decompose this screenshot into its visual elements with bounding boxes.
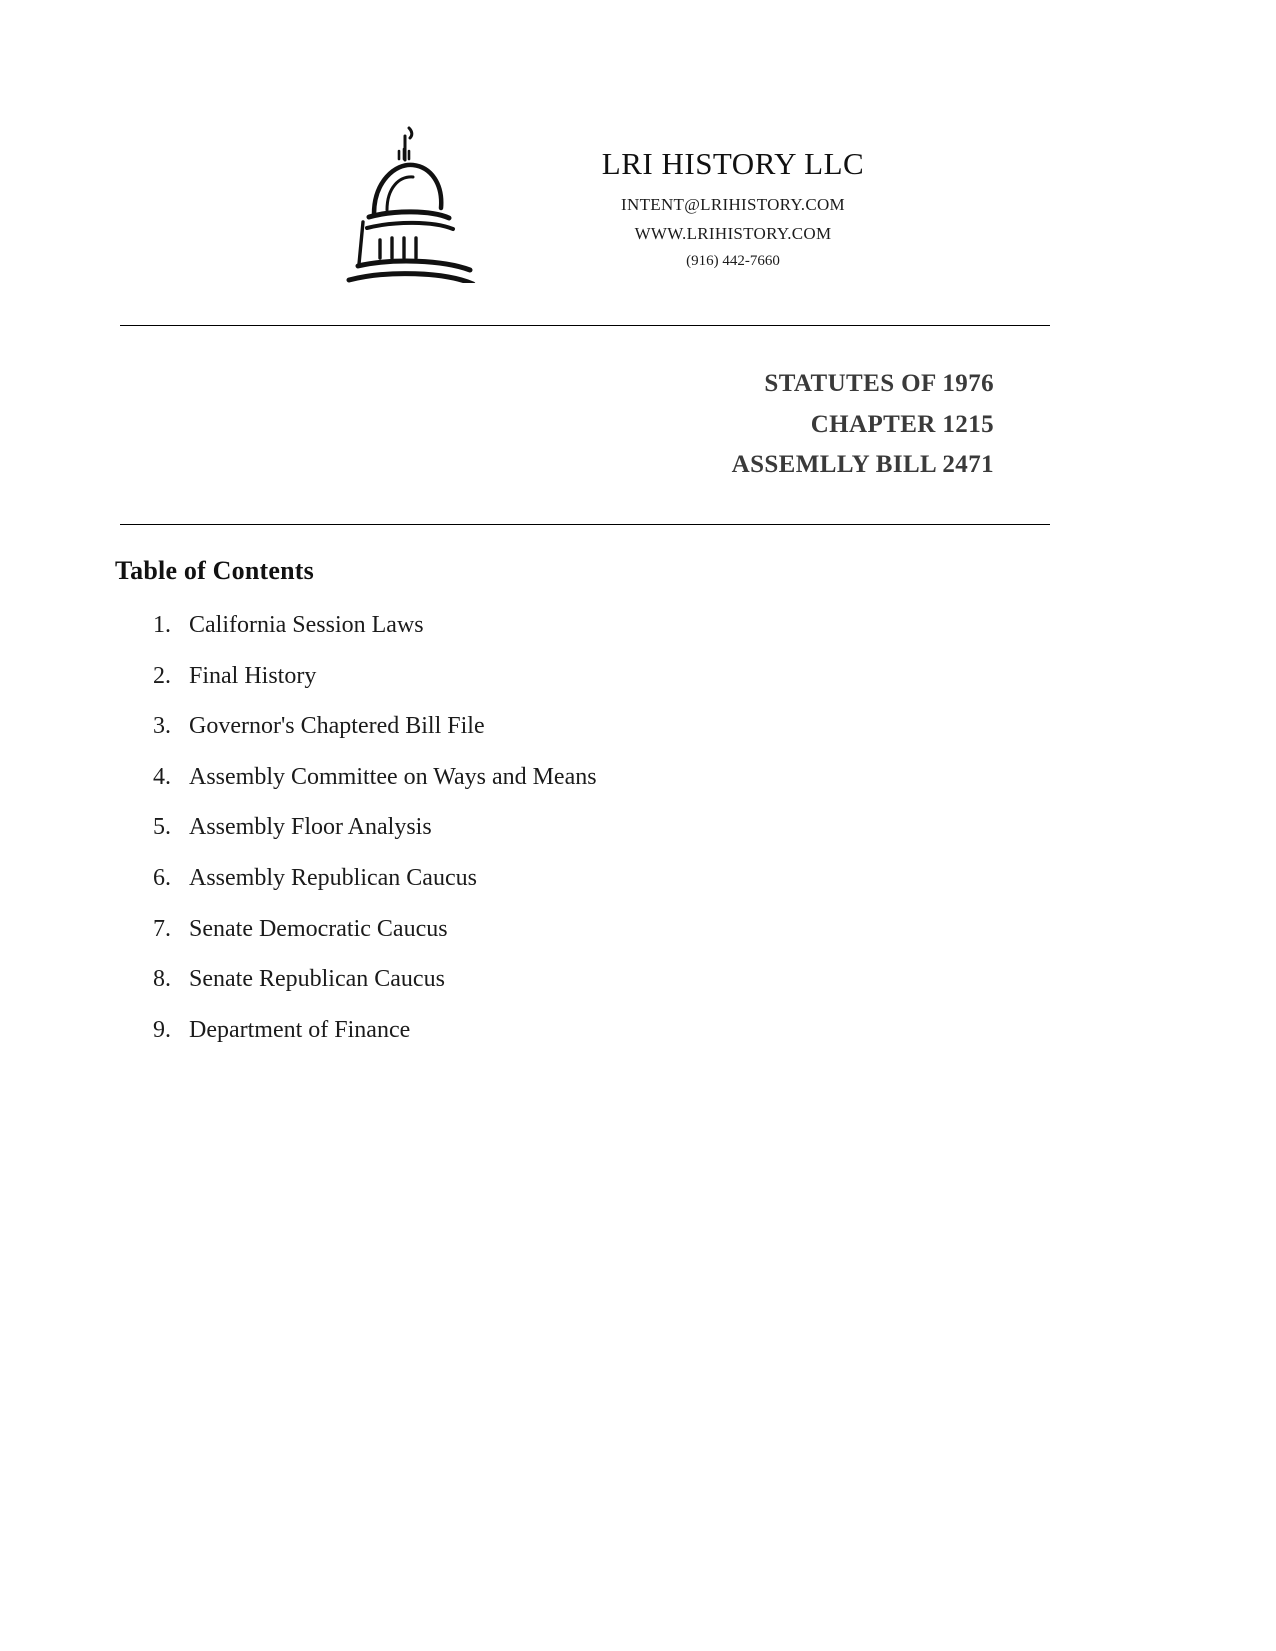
title-block bbox=[120, 364, 994, 486]
statutes-line: STATUTES OF 1976 bbox=[764, 370, 994, 397]
toc-item[interactable]: 3. Governor's Chaptered Bill File bbox=[177, 713, 977, 741]
toc-item[interactable]: 4. Assembly Committee on Ways and Means bbox=[177, 764, 977, 792]
bill-line: ASSEMLLY BILL 2471 bbox=[731, 451, 994, 478]
toc-item[interactable]: 1. California Session Laws bbox=[177, 612, 977, 640]
toc-list bbox=[115, 612, 977, 1067]
divider-top bbox=[120, 325, 1050, 326]
toc-item[interactable]: 5. Assembly Floor Analysis bbox=[177, 814, 977, 842]
company-website: WWW.LRIHISTORY.COM bbox=[634, 224, 832, 243]
chapter-line: CHAPTER 1215 bbox=[810, 410, 994, 438]
toc-heading: Table of Contents bbox=[115, 556, 314, 585]
toc-item[interactable]: 2. Final History bbox=[177, 663, 977, 691]
company-name: LRI HISTORY LLC bbox=[601, 146, 865, 181]
toc-item[interactable]: 9. Department of Finance bbox=[177, 1017, 977, 1045]
divider-bottom bbox=[120, 524, 1050, 525]
toc-item[interactable]: 8. Senate Republican Caucus bbox=[177, 966, 977, 994]
company-email: INTENT@LRIHISTORY.COM bbox=[621, 195, 845, 214]
toc-item[interactable]: 7. Senate Democratic Caucus bbox=[177, 916, 977, 944]
letterhead-text bbox=[523, 118, 943, 270]
letterhead bbox=[0, 118, 1276, 283]
company-phone: (916) 442-7660 bbox=[686, 253, 780, 269]
toc-item[interactable]: 6. Assembly Republican Caucus bbox=[177, 865, 977, 893]
capitol-dome-icon bbox=[333, 118, 483, 283]
